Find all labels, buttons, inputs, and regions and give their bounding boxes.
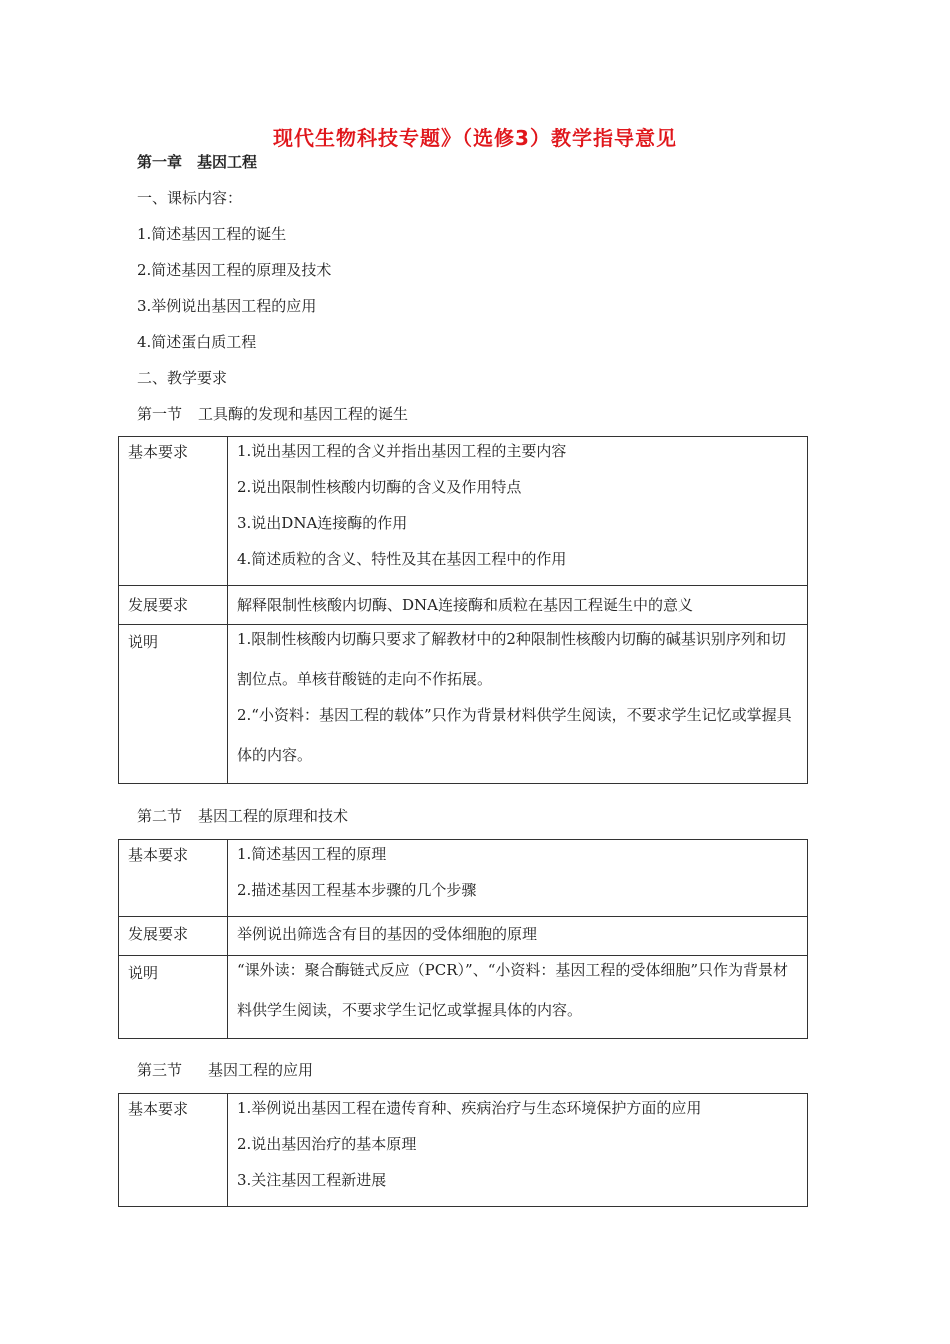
standard-item: 4.简述蛋白质工程: [137, 333, 257, 351]
note-item: “课外读：聚合酶链式反应（PCR）”、“小资料：基因工程的受体细胞”只作为背景材料供学生阅读，不要求学生记忆或掌握具体的内容。: [237, 961, 789, 1019]
standard-item: 2.简述基因工程的原理及技术: [137, 261, 332, 279]
row-content: 举例说出筛选含有目的基因的受体细胞的原理: [228, 917, 808, 956]
section-number: 第一节: [137, 405, 183, 423]
note-item: 2.“小资料：基因工程的载体”只作为背景材料供学生阅读，不要求学生记忆或掌握具体的内容。: [237, 706, 792, 764]
row-label: 基本要求: [119, 840, 228, 917]
section-heading: [137, 1060, 313, 1080]
list-item: 4.简述质粒的含义、特性及其在基因工程中的作用: [237, 550, 567, 568]
section-title: 基因工程的应用: [208, 1061, 314, 1079]
row-content: 解释限制性核酸内切酶、DNA连接酶和质粒在基因工程诞生中的意义: [228, 586, 808, 625]
requirements-table: [118, 436, 808, 784]
table-row: [119, 625, 808, 784]
section-number: 第三节: [137, 1061, 183, 1079]
requirements-table: [118, 839, 808, 1039]
note-item: 1.限制性核酸内切酶只要求了解教材中的2种限制性核酸内切酶的碱基识别序列和切割位点。单核苷酸链的走向不作拓展。: [237, 630, 786, 688]
list-item: 2.说出基因治疗的基本原理: [237, 1135, 417, 1153]
row-label: 基本要求: [119, 1094, 228, 1207]
section-title: 工具酶的发现和基因工程的诞生: [198, 405, 409, 423]
table-row: [119, 437, 808, 586]
document-title: 现代生物科技专题》（选修3）教学指导意见: [273, 126, 677, 150]
row-label: 说明: [119, 956, 228, 1039]
list-item: 3.说出DNA连接酶的作用: [237, 514, 408, 532]
row-content: [228, 437, 808, 586]
row-label: 发展要求: [119, 917, 228, 956]
section-title: 基因工程的原理和技术: [198, 807, 349, 825]
list-item: 1.说出基因工程的含义并指出基因工程的主要内容: [237, 442, 567, 460]
part2-heading: 二、教学要求: [137, 369, 228, 387]
standard-item: 3.举例说出基因工程的应用: [137, 297, 317, 315]
standard-item: 1.简述基因工程的诞生: [137, 225, 287, 243]
part1-heading: 一、课标内容：: [137, 189, 243, 207]
table-row: [119, 840, 808, 917]
table-row: [119, 1094, 808, 1207]
row-content: [228, 956, 808, 1039]
list-item: 1.简述基因工程的原理: [237, 845, 387, 863]
chapter-heading: 第一章 基因工程: [137, 153, 258, 171]
list-item: 1.举例说出基因工程在遗传育种、疾病治疗与生态环境保护方面的应用: [237, 1099, 702, 1117]
section-heading: [137, 404, 408, 424]
row-label: 说明: [119, 625, 228, 784]
section-number: 第二节: [137, 807, 183, 825]
section-heading: [137, 806, 348, 826]
table-row: [119, 956, 808, 1039]
list-item: 2.描述基因工程基本步骤的几个步骤: [237, 881, 477, 899]
row-content: [228, 1094, 808, 1207]
row-content: [228, 840, 808, 917]
requirements-table: [118, 1093, 808, 1207]
list-item: 2.说出限制性核酸内切酶的含义及作用特点: [237, 478, 522, 496]
row-content: [228, 625, 808, 784]
row-label: 发展要求: [119, 586, 228, 625]
row-label: 基本要求: [119, 437, 228, 586]
list-item: 3.关注基因工程新进展: [237, 1171, 387, 1189]
